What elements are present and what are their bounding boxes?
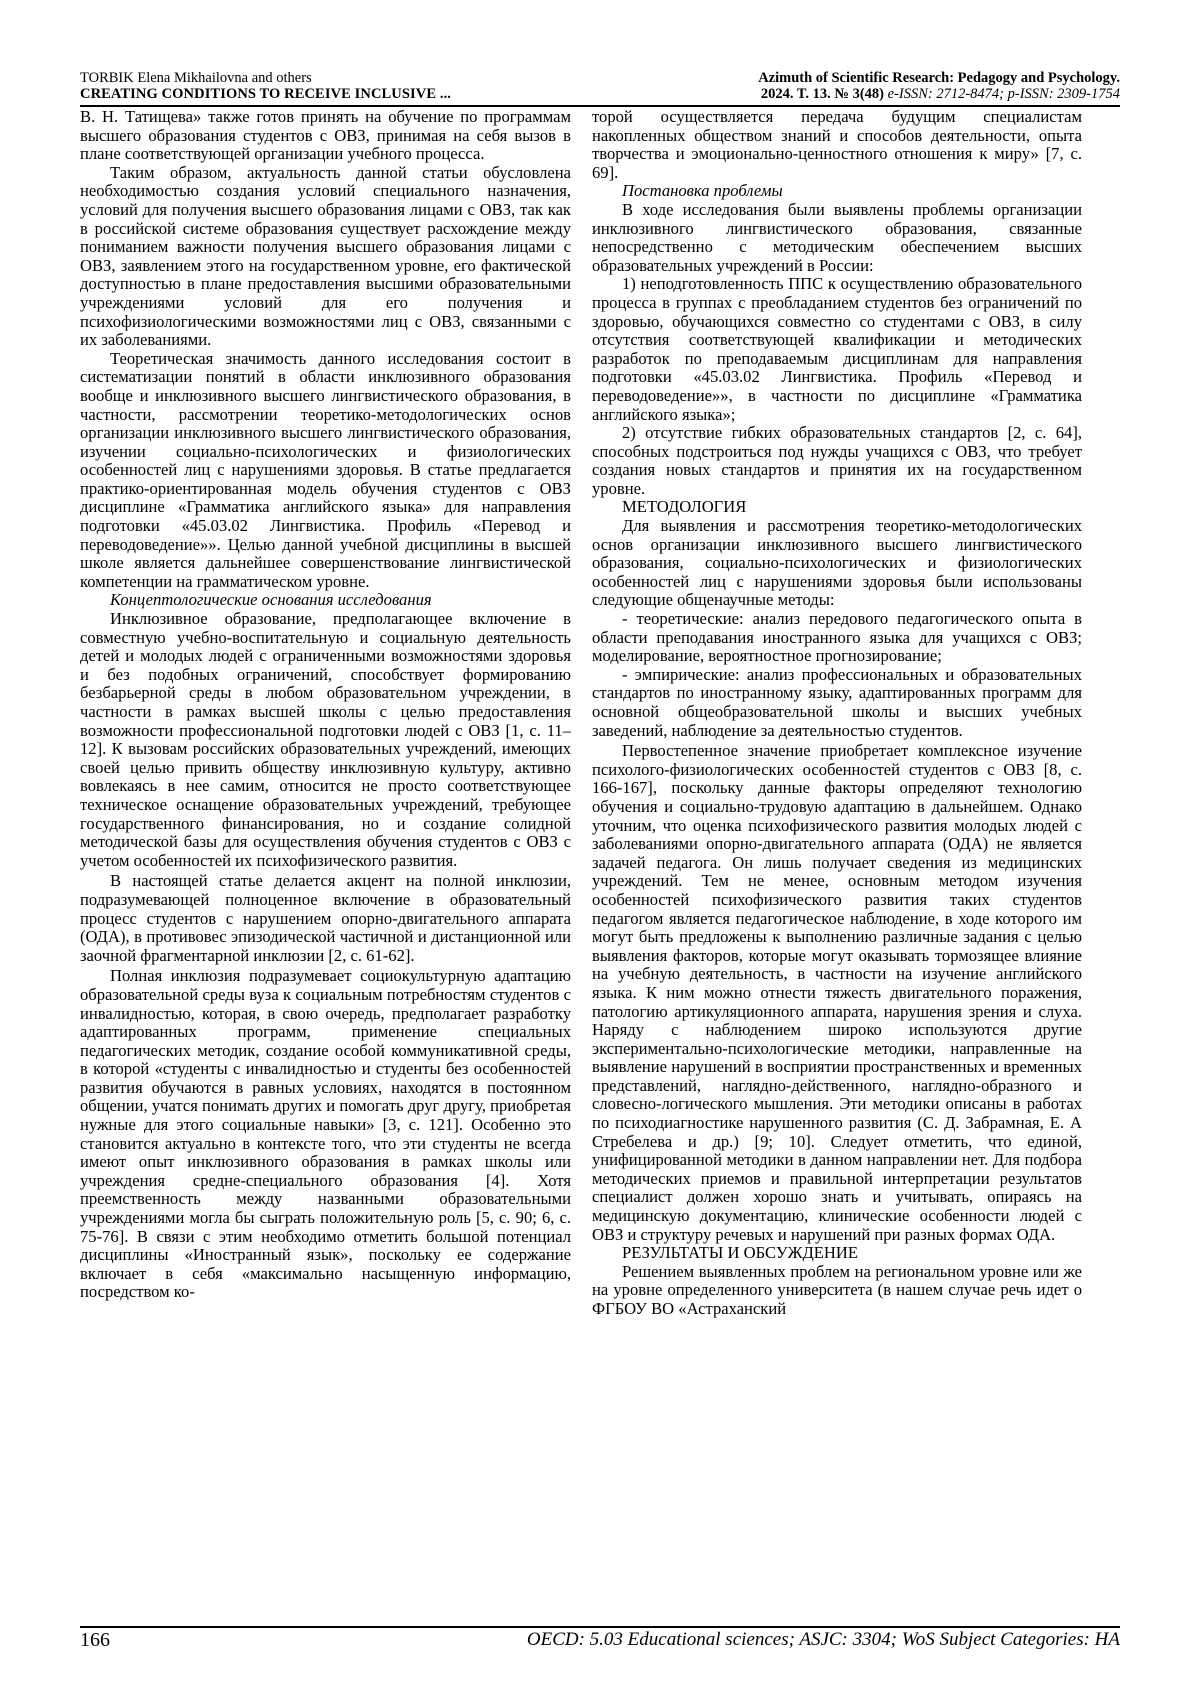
section-heading-methodology: МЕТОДОЛОГИЯ [622, 497, 747, 517]
header-rule [80, 105, 1120, 107]
list-item: - теоретические: анализ передового педагогического опыта в области преподавания иностранного языка для учащихся с ОВЗ; моделирование, вероятностное прогнозирование; [592, 609, 1082, 666]
running-header-right [600, 70, 1120, 102]
header-issn: e-ISSN: 2712-8474; p-ISSN: 2309-1754 [884, 86, 1120, 102]
header-journal-title: Azimuth of Scientific Research: Pedagogy and Psychology. [758, 70, 1120, 86]
paragraph: В настоящей статье делается акцент на полной инклюзии, подразумевающей полноценное включение в образовательный процесс студентов с нарушением опорно-двигательного аппарата (ОДА), в противовес эпизодической частичной и дистанционной или заочной фрагментарной инклюзии [2, с. 61-62]. [80, 871, 571, 965]
header-short-title: CREATING CONDITIONS TO RECEIVE INCLUSIVE ... [80, 86, 452, 102]
subheading-problem: Постановка проблемы [622, 181, 783, 201]
list-item: 2) отсутствие гибких образовательных стандартов [2, с. 64], способных подстроиться под нужды учащихся с ОВЗ, что требует создания новых стандартов и принятия их на государственном уровне. [592, 423, 1082, 498]
paragraph: Полная инклюзия подразумевает социокультурную адаптацию образовательной среды вуза к социальным потребностям студентов с инвалидностью, которая, в свою очередь, предполагает разработку адаптированных программ, применение специальных педагогических методик, создание особой коммуникативной среды, в которой «студенты с инвалидностью и студенты без особенностей развития обучаются в равных условиях, находятся в постоянном общении, учатся понимать других и помогать друг другу, приобретая нужные для этого социальные навыки» [3, с. 121]. Особенно это становится актуально в контексте того, что эти студенты не всегда имеют опыт инклюзивного образования в рамках школы или учреждения средне-специального образования [4]. Хотя преемственность между названными образовательными учреждениями могла бы сыграть положительную роль [5, с. 90; 6, с. 75-76]. В связи с этим необходимо отметить большой потенциал дисциплины «Иностранный язык», поскольку ее содержание включает в себя «максимально насыщенную информацию, посредством ко- [80, 966, 571, 1302]
list-item: - эмпирические: анализ профессиональных и образовательных стандартов по иностранному языку, адаптированных программ для основной общеобразовательной школы и высших учебных заведений, наблюдение за деятельностью студентов. [592, 664, 1082, 740]
paragraph: Таким образом, актуальность данной статьи обусловлена необходимостью создания условий специального назначения, условий для получения высшего образования лицами с ОВЗ, так как в российской системе образования существует расхождение между пониманием важности получения высшего образования лицами с ОВЗ, заявлением этого на государственном уровне, его фактической доступностью в плане предоставления высшими образовательными учреждениями условий для его получения и психофизиологическими возможностями лиц с ОВЗ, связанными с их заболеваниями. [80, 162, 571, 350]
paragraph: Инклюзивное образование, предполагающее включение в совместную учебно-воспитательную и социальную деятельность детей и молодых людей с ограниченными возможностями здоровья и без подобных ограничений, способствует формированию безбарьерной среды в любом образовательном учреждении, в частности в рамках высшей школы с целью предоставления возможности профессиональной подготовки людей с ОВЗ [1, с. 11–12]. К вызовам российских образовательных учреждений, имеющих своей целью привить обществу инклюзивную культуру, активно вовлекаясь в нее самим, относится не просто соответствующее техническое оснащение образовательных учреждений, требующее государственного финансирования, но и создание солидной методической базы для осуществления обучения студентов с ОВЗ с учетом особенностей их психофизического развития. [80, 609, 571, 870]
section-heading-results: РЕЗУЛЬТАТЫ И ОБСУЖДЕНИЕ [622, 1243, 859, 1263]
paragraph: Решением выявленных проблем на региональном уровне или же на уровне определенного университета (в нашем случае речь идет о ФГБОУ ВО «Астраханский [592, 1261, 1082, 1318]
paragraph: В. Н. Татищева» также готов принять на обучение по программам высшего образования студентов с ОВЗ, принимая на себя вызов в плане соответствующей организации учебного процесса. [80, 108, 571, 164]
footer-rule [80, 1626, 1120, 1628]
header-authors: TORBIK Elena Mikhailovna and others [80, 70, 312, 86]
paragraph: торой осуществляется передача будущим специалистам накопленных обществом знаний и способов деятельности, опыта творчества и эмоционально-ценностного отношения к миру» [7, с. 69]. [592, 108, 1082, 182]
running-header-left [80, 70, 600, 102]
header-issue-line [600, 86, 1120, 102]
page-number: 166 [80, 1629, 110, 1651]
subheading-concept: Концептологические основания исследования [110, 590, 432, 610]
paragraph: Первостепенное значение приобретает комплексное изучение психолого-физиологических особенностей студентов с ОВЗ [8, с. 166-167], поскольку данные факторы определяют технологию обучения и социально-трудовую адаптацию в дальнейшем. Однако уточним, что оценка психофизического развития молодых людей с заболеваниями опорно-двигательного аппарата (ОДА) не является задачей педагога. Он лишь получает сведения из медицинских учреждений. Тем не менее, основным методом изучения особенностей психофизического развития таких студентов педагогом является педагогическое наблюдение, в ходе которого им могут быть предложены к выполнению различные задания с целью выявления факторов, которые могут оказывать тормозящее влияние на учебную деятельность, в частности на изучение английского языка. К ним можно отнести тяжесть двигательного поражения, патологию артикуляционного аппарата, нарушения зрения и слуха. Наряду с наблюдением широко используются другие экспериментально-психологические методики, направленные на выявление нарушений в восприятии пространственных и временных представлений, наглядно-действенного, наглядно-образного и словесно-логического мышления. Эти методики описаны в работах по психодиагностике нарушенного развития (С. Д. Забрамная, Е. А Стребелева и др.) [9; 10]. Следует отметить, что единой, унифицированной методики в данном направлении нет. Для подбора методических приемов и правильной интерпретации результатов специалист должен хорошо знать и учитывать, опираясь на медицинскую документацию, клинические особенности людей с ОВЗ и структуру речевых и нарушений при разных формах ОДА. [592, 741, 1082, 1244]
paragraph: Теоретическая значимость данного исследования состоит в систематизации понятий в области инклюзивного образования вообще и инклюзивного высшего лингвистического образования, в частности, рассмотрении теоретико-методологических основ организации инклюзивного высшего лингвистического образования, изучении социально-психологических и физиологических особенностей лиц с нарушениями здоровья. В статье предлагается практико-ориентированная модель обучения студентов с ОВЗ дисциплине «Грамматика английского языка» для направления подготовки «45.03.02 Лингвистика. Профиль «Перевод и переводоведение»». Целью данной учебной дисциплины в высшей школе является дальнейшее совершенствование лингвистической компетенции на грамматическом уровне. [80, 348, 571, 591]
subject-classification: OECD: 5.03 Educational sciences; ASJC: 3304; WoS Subject Categories: HA [526, 1629, 1120, 1650]
paragraph: Для выявления и рассмотрения теоретико-методологических основ организации инклюзивного высшего лингвистического образования, социально-психологических и физиологических особенностей лиц с нарушениями здоровья были использованы следующие общенаучные методы: [592, 516, 1082, 610]
list-item: 1) неподготовленность ППС к осуществлению образовательного процесса в группах с преобладанием студентов без ограничений по здоровью, обучающихся совместно со студентами с ОВЗ, в силу отсутствия соответствующей квалификации и методических разработок по преподаваемым дисциплинам для направления подготовки «45.03.02 Лингвистика. Профиль «Перевод и переводоведение»», в частности по дисциплине «Грамматика английского языка»; [592, 274, 1082, 424]
header-issue: 2024. T. 13. № 3(48) [760, 86, 884, 102]
paragraph: В ходе исследования были выявлены проблемы организации инклюзивного лингвистического образования, связанные непосредственно с методическим обеспечением высших образовательных учреждений в России: [592, 199, 1082, 275]
left-column [80, 108, 571, 1625]
right-column [592, 108, 1082, 1625]
